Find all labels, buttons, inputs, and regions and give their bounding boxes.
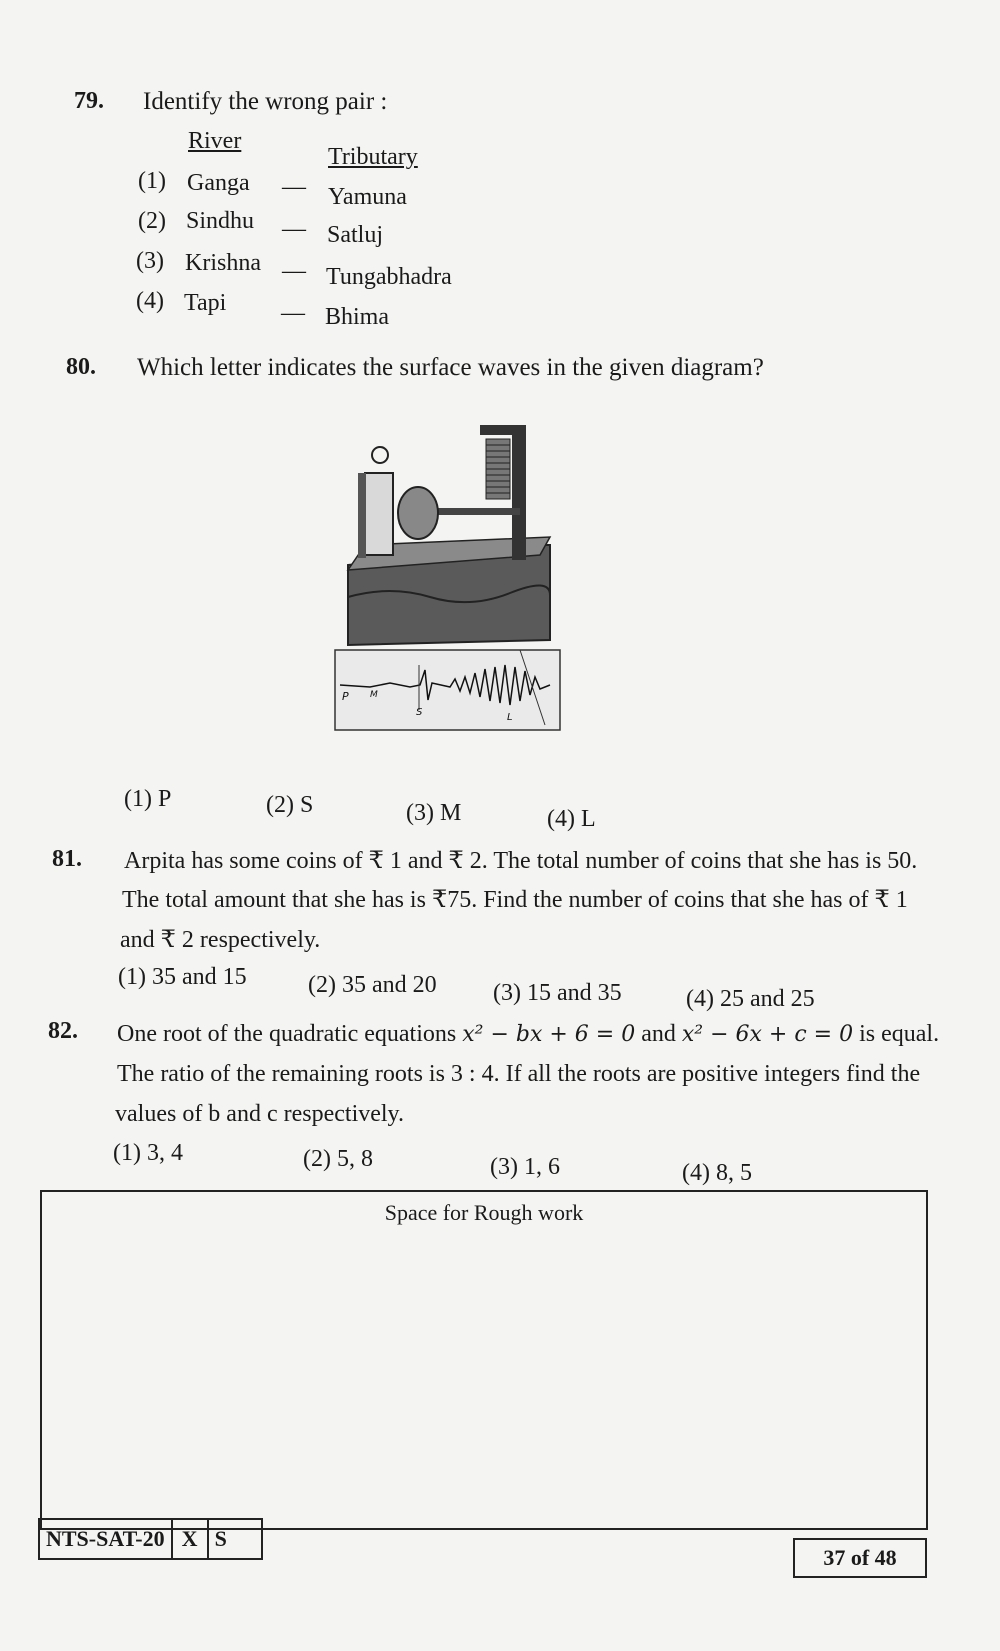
question-text-line-2: The ratio of the remaining roots is 3 : 4. If all the roots are positive integers find the (117, 1061, 921, 1087)
question-text-line-2: The total amount that she has is ₹75. Find the number of coins that she has of ₹ 1 (122, 887, 908, 913)
class-code: X (171, 1520, 207, 1558)
question-text-line-1: Arpita has some coins of ₹ 1 and ₹ 2. The total number of coins that she has is 50. (124, 848, 918, 874)
pair-dash: — (282, 258, 306, 284)
page-number-box (793, 1538, 927, 1578)
seismograph-diagram (330, 425, 570, 755)
tributary-name: Bhima (325, 304, 389, 330)
diagram-label-s: S (416, 707, 423, 718)
rough-work-box (40, 1190, 928, 1530)
option-number: (4) (136, 288, 164, 314)
diagram-label-m: M (370, 690, 378, 700)
equation-1: x² − bx + 6 = 0 (462, 1022, 636, 1047)
option-1: (1) P (124, 786, 172, 812)
question-text-part: and (641, 1021, 676, 1047)
option-3: (3) 15 and 35 (493, 980, 622, 1006)
question-text-part: One root of the quadratic equations (117, 1021, 457, 1047)
pair-dash: — (281, 300, 305, 326)
column-header-tributary: Tributary (328, 144, 418, 170)
paper-code-box (38, 1518, 263, 1560)
question-text-line-1 (117, 1016, 939, 1053)
diagram-label-p: P (342, 690, 349, 703)
option-number: (2) (138, 208, 166, 234)
question-text: Identify the wrong pair : (143, 88, 388, 115)
option-4: (4) 8, 5 (682, 1160, 752, 1186)
question-text: Which letter indicates the surface waves in the given diagram? (137, 354, 764, 381)
option-3: (3) M (406, 800, 462, 826)
paper-code: NTS-SAT-20 (46, 1526, 165, 1551)
option-1: (1) 3, 4 (113, 1140, 183, 1166)
question-number: 80. (66, 354, 96, 380)
option-4: (4) L (547, 806, 596, 832)
question-number: 81. (52, 846, 82, 872)
equation-2: x² − 6x + c = 0 (681, 1022, 854, 1047)
option-1: (1) 35 and 15 (118, 964, 247, 990)
question-number: 79. (74, 88, 104, 114)
page-number: 37 of 48 (823, 1545, 897, 1570)
option-2: (2) S (266, 792, 314, 818)
question-number: 82. (48, 1018, 78, 1044)
column-header-river: River (188, 128, 242, 154)
option-number: (1) (138, 168, 166, 194)
tributary-name: Tungabhadra (326, 264, 452, 290)
question-text-part: is equal. (859, 1021, 940, 1047)
river-name: Krishna (185, 250, 261, 276)
pair-dash: — (282, 216, 306, 242)
tributary-name: Satluj (327, 222, 384, 248)
set-code: S (207, 1520, 261, 1558)
river-name: Ganga (187, 170, 250, 196)
question-text-line-3: values of b and c respectively. (115, 1101, 404, 1127)
diagram-label-l: L (507, 712, 513, 723)
option-3: (3) 1, 6 (490, 1154, 560, 1180)
river-name: Tapi (184, 290, 227, 316)
river-name: Sindhu (186, 208, 255, 234)
question-text-line-3: and ₹ 2 respectively. (120, 927, 321, 953)
tributary-name: Yamuna (328, 184, 407, 210)
option-2: (2) 35 and 20 (308, 972, 437, 998)
rough-work-title: Space for Rough work (384, 1200, 584, 1225)
option-number: (3) (136, 248, 164, 274)
option-4: (4) 25 and 25 (686, 986, 815, 1012)
option-2: (2) 5, 8 (303, 1146, 373, 1172)
pair-dash: — (282, 174, 306, 200)
